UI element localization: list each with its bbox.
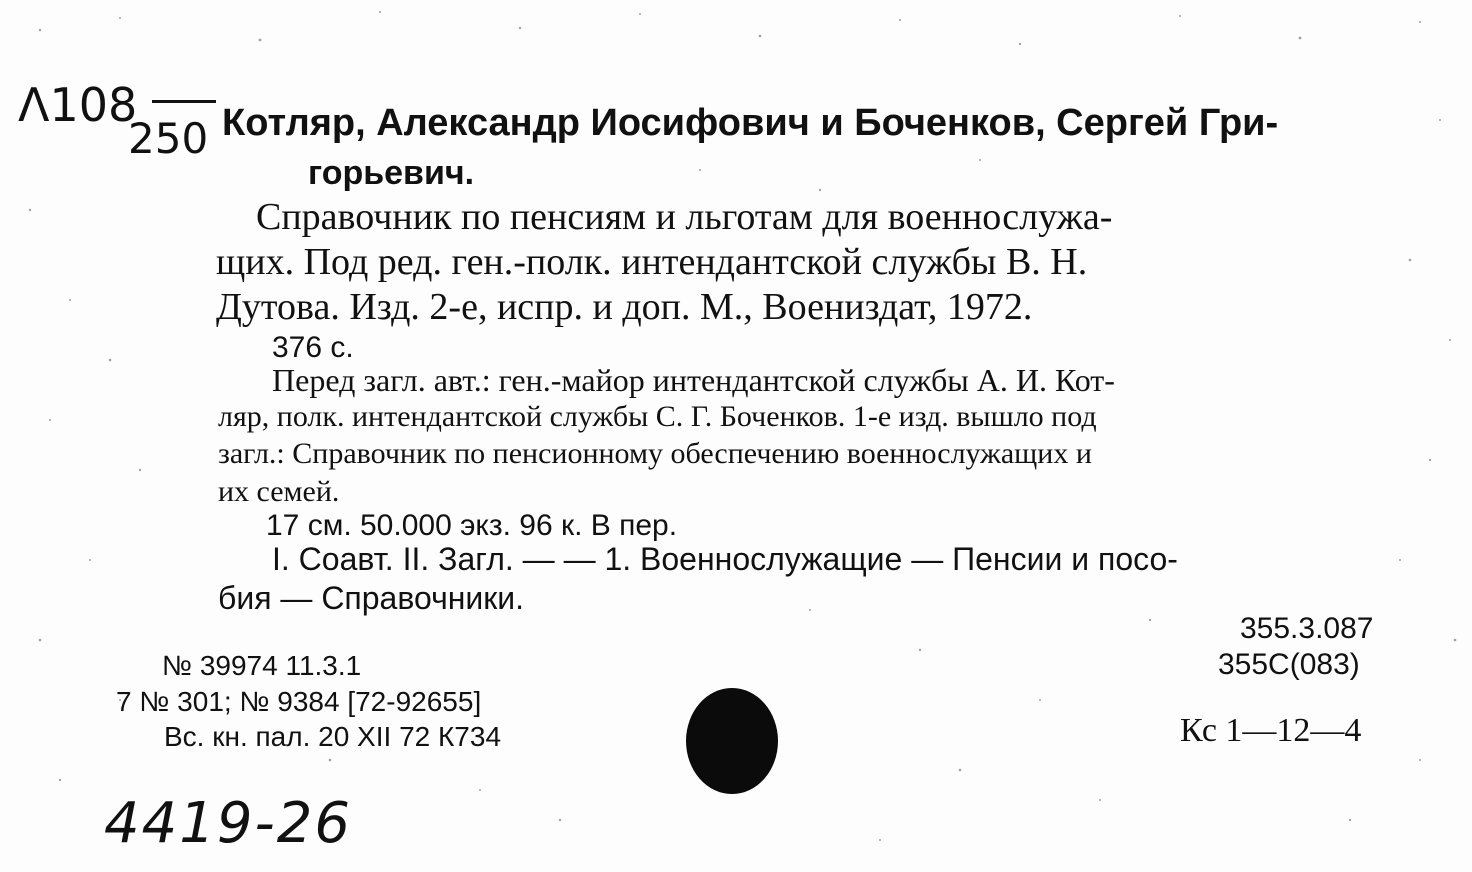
card-code: Кс 1—12—4 <box>1180 712 1362 749</box>
tracing-line-2: бия — Справочники. <box>218 580 525 616</box>
accession-line-1: № 39974 11.3.1 <box>162 650 362 681</box>
handwritten-number: 4419-26 <box>104 791 352 856</box>
shelfmark-bottom: 250 <box>128 114 209 163</box>
note-line-3: загл.: Справочник по пенсионному обеспечению военнослужащих и <box>218 437 1092 470</box>
title-line-1: Справочник по пенсиям и льготам для военнослужа- <box>256 196 1113 238</box>
physical-description: 17 см. 50.000 экз. 96 к. В пер. <box>266 509 678 542</box>
shelfmark-top: Λ108 <box>18 78 138 132</box>
authors-line-1: Котляр, Александр Иосифович и Боченков, Сергей Гри- <box>222 102 1279 144</box>
tracing-line-1: I. Соавт. II. Загл. — — 1. Военнослужащие — Пенсии и посо- <box>272 541 1178 577</box>
note-line-4: их семей. <box>218 475 340 508</box>
note-line-1: Перед загл. авт.: ген.-майор интендантской службы А. И. Кот- <box>272 362 1115 398</box>
authors-line-2: горьевич. <box>308 154 475 192</box>
title-line-3: Дутова. Изд. 2-е, испр. и доп. М., Воениздат, 1972. <box>216 286 1033 328</box>
accession-line-2: 7 № 301; № 9384 [72-92655] <box>116 686 482 717</box>
classification-udc: 355.3.087 <box>1240 612 1374 645</box>
punched-hole <box>686 688 778 794</box>
accession-line-3: Вс. кн. пал. 20 XII 72 К734 <box>164 721 502 752</box>
title-line-2: щих. Под ред. ген.-полк. интендантской службы В. Н. <box>216 241 1088 283</box>
classification-bbk: 355С(083) <box>1218 648 1360 681</box>
note-line-2: ляр, полк. интендантской службы С. Г. Боченков. 1-е изд. вышло под <box>218 400 1097 433</box>
pages: 376 с. <box>272 331 354 364</box>
shelfmark-fraction-bar <box>152 100 216 103</box>
